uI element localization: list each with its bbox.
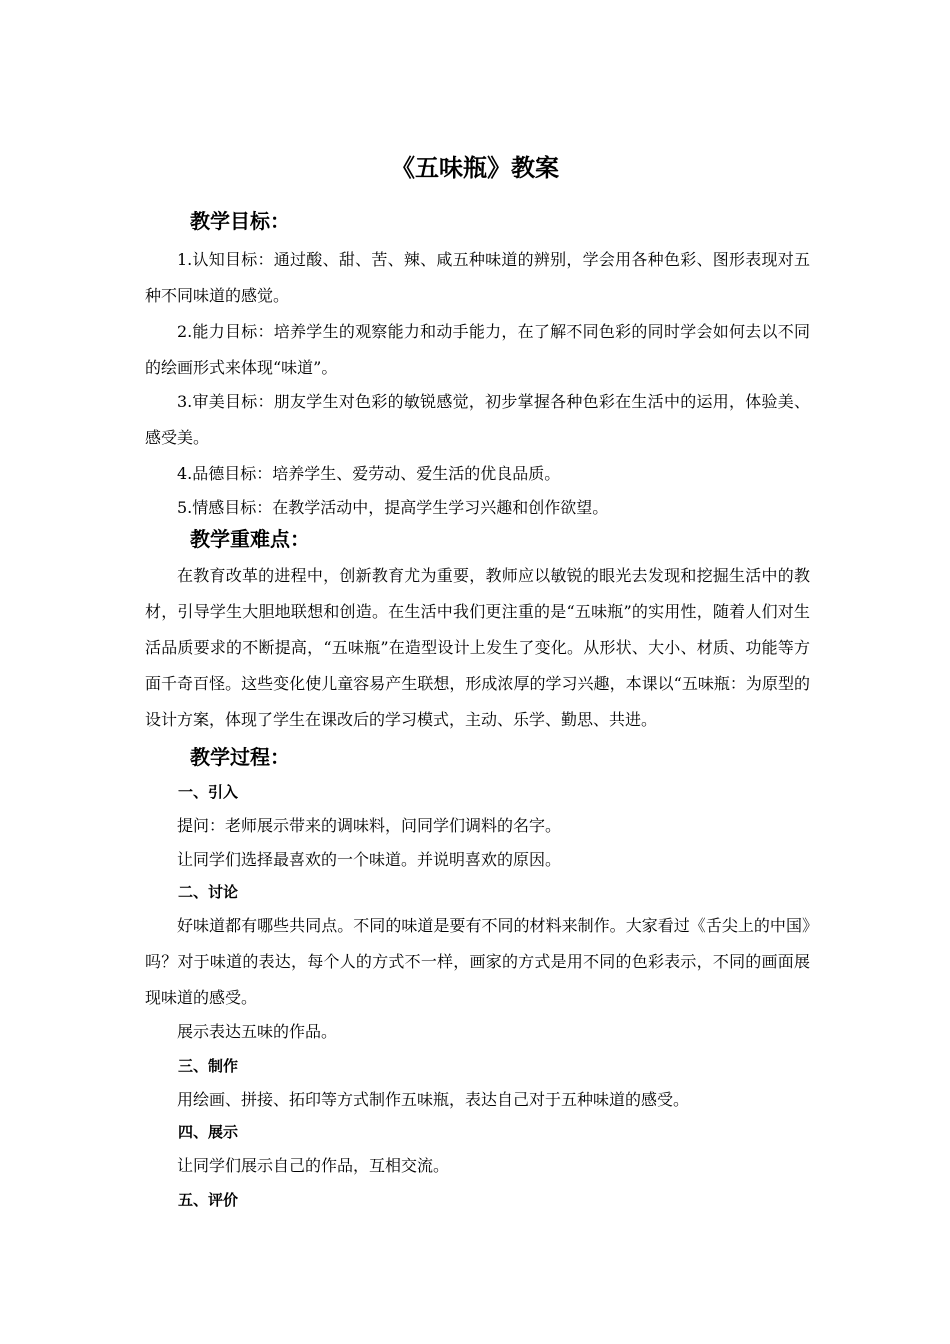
section-making-p1: 用绘画、拼接、拓印等方式制作五味瓶，表达自己对于五种味道的感受。 (177, 1090, 690, 1109)
goal-item-2: 2.能力目标：培养学生的观察能力和动手能力，在了解不同色彩的同时学会如何去以不同的绘画形式来体现“味道”。 (145, 322, 810, 377)
goal-item-4: 4.品德目标：培养学生、爱劳动、爱生活的优良品质。 (177, 464, 561, 483)
section-discussion-title: 二、讨论 (178, 883, 239, 901)
goals-heading: 教学目标： (190, 209, 290, 233)
section-display-title: 四、展示 (178, 1123, 239, 1141)
key-points-heading: 教学重难点： (190, 527, 310, 551)
section-intro-title: 一、引入 (178, 783, 239, 801)
goal-item-3: 3.审美目标：朋友学生对色彩的敏锐感觉，初步掌握各种色彩在生活中的运用，体验美、感受美。 (145, 392, 810, 447)
section-discussion-p2: 展示表达五味的作品。 (177, 1022, 338, 1041)
section-making-title: 三、制作 (178, 1057, 239, 1075)
section-display-p1: 让同学们展示自己的作品，互相交流。 (177, 1156, 450, 1175)
process-heading: 教学过程： (190, 745, 290, 769)
section-intro-p1: 提问：老师展示带来的调味料，问同学们调料的名字。 (177, 816, 562, 835)
key-points-text: 在教育改革的进程中，创新教育尤为重要，教师应以敏锐的眼光去发现和挖掘生活中的教材，引导学生大胆地联想和创造。在生活中我们更注重的是“五味瓶”的实用性，随着人们对生活品质要求的不断提高，“五味瓶”在造型设计上发生了变化。从形状、大小、材质、功能等方面千奇百怪。这些变化使儿童容易产生联想，形成浓厚的学习兴趣，本课以“五味瓶：为原型的设计方案，体现了学生在课改后的学习模式，主动、乐学、勤思、共进。 (145, 566, 810, 729)
section-intro-p2: 让同学们选择最喜欢的一个味道。并说明喜欢的原因。 (177, 850, 562, 869)
section-evaluation-title: 五、评价 (178, 1191, 239, 1209)
goal-item-1: 1.认知目标：通过酸、甜、苦、辣、咸五种味道的辨别，学会用各种色彩、图形表现对五种不同味道的感觉。 (145, 250, 810, 305)
section-discussion-p1: 好味道都有哪些共同点。不同的味道是要有不同的材料来制作。大家看过《舌尖上的中国》吗？对于味道的表达，每个人的方式不一样，画家的方式是用不同的色彩表示，不同的画面展现味道的感受。 (145, 916, 810, 1007)
goal-item-5: 5.情感目标：在教学活动中，提高学生学习兴趣和创作欲望。 (177, 498, 609, 517)
document-title: 《五味瓶》教案 (391, 154, 559, 182)
